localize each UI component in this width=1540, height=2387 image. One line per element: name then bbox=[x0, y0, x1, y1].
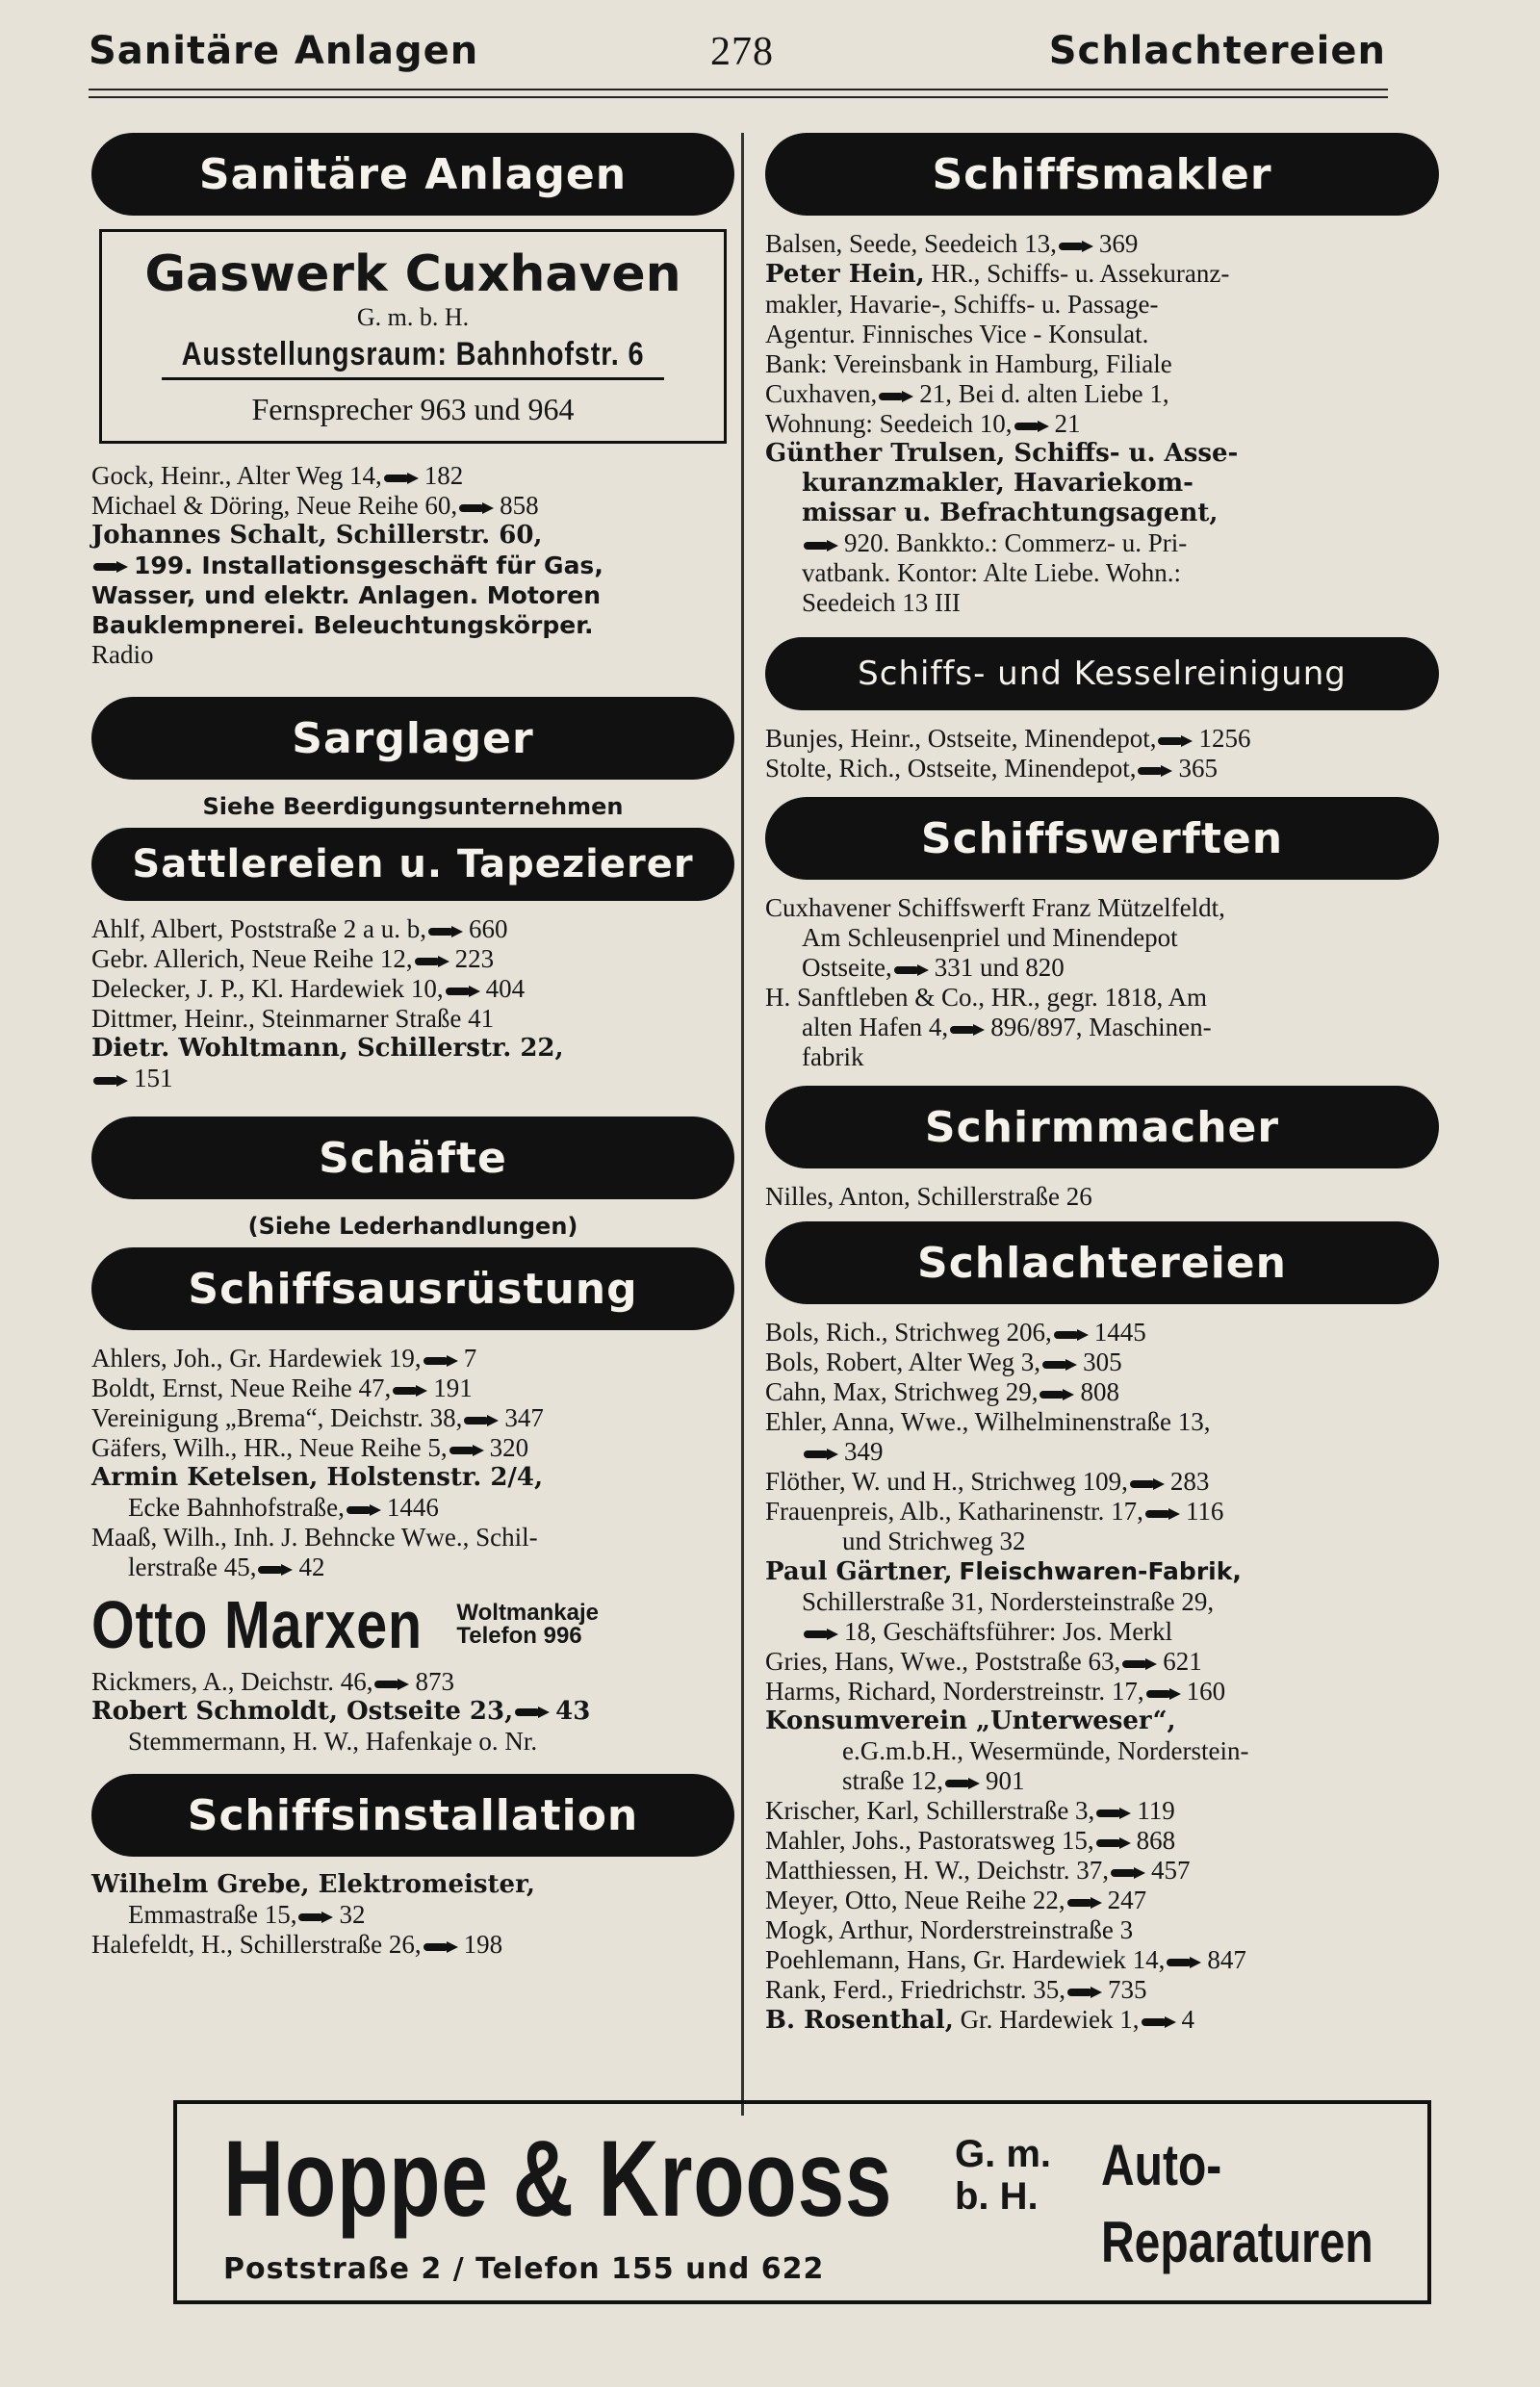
list-item: Krischer, Karl, Schillerstraße 3, 119 bbox=[765, 1796, 1175, 1825]
phone-icon bbox=[1096, 1808, 1133, 1819]
see-also-note: Siehe Beerdigungsunternehmen bbox=[202, 793, 624, 820]
list-item: und Strichweg 32 bbox=[842, 1527, 1026, 1555]
list-item: 920. Bankkto.: Commerz- u. Pri- bbox=[765, 528, 1439, 558]
list-item: Matthiessen, H. W., Deichstr. 37, 457 bbox=[765, 1856, 1191, 1885]
ad-company-name: Hoppe & Krooss bbox=[223, 2118, 893, 2239]
list-item: Maaß, Wilh., Inh. J. Behncke Wwe., Schil- bbox=[91, 1523, 538, 1552]
phone-icon bbox=[1111, 1867, 1147, 1879]
list-item: Günther Trulsen, Schiffs- u. Asse- bbox=[765, 439, 1239, 468]
ad-legal-form: G. m. b. H. bbox=[955, 2133, 1052, 2218]
phone-icon bbox=[1130, 1478, 1167, 1490]
phone-icon bbox=[1059, 241, 1095, 252]
gaswerk-form: G. m. b. H. bbox=[356, 303, 470, 331]
list-item: Ostseite, 331 und 820 bbox=[802, 953, 1065, 982]
phone-icon bbox=[446, 986, 482, 997]
list-item: makler, Havarie-, Schiffs- u. Passage- bbox=[765, 290, 1159, 319]
phone-icon bbox=[93, 561, 130, 573]
phone-icon bbox=[945, 1778, 982, 1789]
ketelsen-name: Armin Ketelsen, Holstenstr. 2/4, bbox=[91, 1463, 544, 1492]
list-item: Ahlers, Joh., Gr. Hardewiek 19, 7 bbox=[91, 1344, 477, 1373]
phone-icon bbox=[1067, 1897, 1104, 1909]
list-item: Vereinigung „Brema“, Deichstr. 38, 347 bbox=[91, 1403, 544, 1432]
list-item: e.G.m.b.H., Wesermünde, Norderstein- bbox=[842, 1736, 1249, 1765]
list-item: Peter Hein, HR., Schiffs- u. Assekuranz- bbox=[765, 259, 1230, 289]
phone-icon bbox=[374, 1679, 411, 1690]
phone-icon bbox=[1146, 1688, 1183, 1700]
list-item: Gries, Hans, Wwe., Poststraße 63, 621 bbox=[765, 1647, 1202, 1676]
header-rule-2 bbox=[89, 96, 1388, 98]
phone-icon bbox=[93, 1075, 130, 1087]
list-item: Seedeich 13 III bbox=[802, 588, 961, 617]
otto-marxen-contact: Woltmankaje Telefon 996 bbox=[456, 1600, 599, 1649]
list-item: Gäfers, Wilh., HR., Neue Reihe 5, 320 bbox=[91, 1433, 529, 1462]
running-header-left: Sanitäre Anlagen bbox=[89, 29, 479, 73]
list-item: Cuxhavener Schiffswerft Franz Mützelfeldt, bbox=[765, 893, 1225, 922]
schalt-name: Johannes Schalt, Schillerstr. 60, bbox=[91, 521, 543, 550]
phone-icon bbox=[1145, 1508, 1182, 1520]
list-item: Bols, Robert, Alter Weg 3, 305 bbox=[765, 1348, 1122, 1376]
phone-icon bbox=[1067, 1987, 1104, 1998]
section-banner-kesselreinigung: Schiffs- und Kesselreinigung bbox=[765, 637, 1439, 710]
list-item: Delecker, J. P., Kl. Hardewiek 10, 404 bbox=[91, 974, 526, 1003]
list-item: 349 bbox=[765, 1437, 1439, 1467]
header-rule bbox=[89, 89, 1388, 90]
list-item: Bols, Rich., Strichweg 206, 1445 bbox=[765, 1318, 1146, 1347]
list-item: 18, Geschäftsführer: Jos. Merkl bbox=[765, 1617, 1439, 1647]
phone-icon bbox=[1142, 2016, 1178, 2028]
hoppe-krooss-ad bbox=[173, 2100, 1431, 2304]
phone-icon bbox=[464, 1415, 500, 1426]
list-item: Schillerstraße 31, Nordersteinstraße 29, bbox=[802, 1587, 1215, 1616]
phone-icon bbox=[415, 956, 451, 967]
list-item: Flöther, W. und H., Strichweg 109, 283 bbox=[765, 1467, 1210, 1496]
phone-icon bbox=[384, 473, 421, 484]
list-item: Paul Gärtner, Fleischwaren-Fabrik, bbox=[765, 1557, 1242, 1586]
section-banner-schaefte: Schäfte bbox=[91, 1116, 734, 1199]
phone-icon bbox=[1040, 1389, 1076, 1400]
list-item: Balsen, Seede, Seedeich 13, 369 bbox=[765, 229, 1139, 258]
see-also-note: (Siehe Lederhandlungen) bbox=[247, 1213, 578, 1240]
phone-icon bbox=[428, 926, 465, 937]
gaswerk-fernsprecher: Fernsprecher 963 und 964 bbox=[251, 392, 575, 426]
list-item: fabrik bbox=[802, 1042, 864, 1071]
list-item: Stolte, Rich., Ostseite, Minendepot, 365 bbox=[765, 754, 1218, 783]
section-banner-schiffsinstallation: Schiffsinstallation bbox=[91, 1774, 734, 1857]
section-banner-schirmmacher: Schirmmacher bbox=[765, 1086, 1439, 1168]
phone-icon bbox=[1014, 421, 1051, 432]
phone-icon bbox=[879, 391, 915, 402]
list-item: Wohnung: Seedeich 10, 21 bbox=[765, 409, 1081, 438]
list-item: Poehlemann, Hans, Gr. Hardewiek 14, 847 bbox=[765, 1945, 1246, 1974]
list-item: alten Hafen 4, 896/897, Maschinen- bbox=[802, 1013, 1212, 1041]
section-banner-sanitaer: Sanitäre Anlagen bbox=[91, 133, 734, 216]
wohltmann-name: Dietr. Wohltmann, Schillerstr. 22, bbox=[91, 1034, 564, 1063]
phone-icon bbox=[1042, 1359, 1079, 1371]
phone-icon bbox=[298, 1912, 335, 1923]
phone-icon bbox=[1096, 1837, 1133, 1849]
column-divider bbox=[741, 133, 744, 2116]
list-item: Stemmermann, H. W., Hafenkaje o. Nr. bbox=[128, 1727, 538, 1756]
section-banner-schiffswerften: Schiffswerften bbox=[765, 797, 1439, 880]
phone-icon bbox=[804, 1629, 840, 1640]
right-column bbox=[765, 133, 1439, 2036]
list-item: Gebr. Allerich, Neue Reihe 12, 223 bbox=[91, 944, 495, 973]
list-item: Am Schleusenpriel und Minendepot bbox=[802, 923, 1178, 952]
section-banner-sattlereien: Sattlereien u. Tapezierer bbox=[91, 828, 734, 901]
ad-address: Poststraße 2 / Telefon 155 und 622 bbox=[223, 2252, 825, 2286]
list-item: Halefeldt, H., Schillerstraße 26, 198 bbox=[91, 1930, 503, 1959]
list-item: Nilles, Anton, Schillerstraße 26 bbox=[765, 1182, 1092, 1211]
list-item: B. Rosenthal, Gr. Hardewiek 1, 4 bbox=[765, 2005, 1195, 2035]
phone-icon bbox=[258, 1564, 295, 1576]
phone-icon bbox=[894, 964, 931, 976]
list-item: Meyer, Otto, Neue Reihe 22, 247 bbox=[765, 1886, 1147, 1914]
list-item: Boldt, Ernst, Neue Reihe 47, 191 bbox=[91, 1373, 473, 1402]
list-item: Emmastraße 15, 32 bbox=[128, 1900, 366, 1929]
section-banner-schiffsausruestung: Schiffsausrüstung bbox=[91, 1247, 734, 1330]
list-item: Frauenpreis, Alb., Katharinenstr. 17, 116 bbox=[765, 1497, 1224, 1526]
list-item: Dittmer, Heinr., Steinmarner Straße 41 bbox=[91, 1004, 495, 1033]
phone-icon bbox=[1167, 1957, 1203, 1968]
phone-icon bbox=[459, 502, 496, 514]
list-item: missar u. Befrachtungsagent, bbox=[802, 499, 1219, 527]
list-item: Agentur. Finnisches Vice - Konsulat. bbox=[765, 320, 1149, 348]
list-item: Bank: Vereinsbank in Hamburg, Filiale bbox=[765, 349, 1172, 378]
section-banner-sarglager: Sarglager bbox=[91, 697, 734, 780]
list-item: H. Sanftleben & Co., HR., gegr. 1818, Am bbox=[765, 983, 1207, 1012]
list-item: kuranzmakler, Havariekom- bbox=[802, 469, 1194, 498]
list-item: Ahlf, Albert, Poststraße 2 a u. b, 660 bbox=[91, 914, 508, 943]
list-item: Rickmers, A., Deichstr. 46, 873 bbox=[91, 1667, 454, 1696]
konsum-name: Konsumverein „Unterweser“, bbox=[765, 1707, 1176, 1735]
phone-icon bbox=[804, 1449, 840, 1460]
list-item: Robert Schmoldt, Ostseite 23, 43 bbox=[91, 1697, 591, 1726]
list-item: 199. Installationsgeschäft für Gas, bbox=[91, 551, 734, 580]
gaswerk-ausstellung: Ausstellungsraum: Bahnhofstr. 6 bbox=[162, 336, 664, 380]
list-item: Cuxhaven, 21, Bei d. alten Liebe 1, bbox=[765, 379, 1169, 408]
list-item: Harms, Richard, Norderstreinstr. 17, 160 bbox=[765, 1677, 1226, 1706]
list-item: Cahn, Max, Strichweg 29, 808 bbox=[765, 1377, 1119, 1406]
running-header-right: Schlachtereien bbox=[1048, 29, 1386, 73]
phone-icon bbox=[515, 1707, 552, 1718]
schalt-desc: Bauklempnerei. Beleuchtungskörper. bbox=[91, 611, 594, 639]
phone-icon bbox=[1054, 1329, 1091, 1341]
list-item: straße 12, 901 bbox=[842, 1766, 1025, 1795]
section-banner-schiffsmakler: Schiffsmakler bbox=[765, 133, 1439, 216]
list-item: Ehler, Anna, Wwe., Wilhelminenstraße 13, bbox=[765, 1407, 1211, 1436]
list-item: Rank, Ferd., Friedrichstr. 35, 735 bbox=[765, 1975, 1147, 2004]
phone-icon bbox=[424, 1941, 460, 1953]
phone-icon bbox=[1138, 765, 1174, 777]
left-column bbox=[91, 133, 734, 1960]
page-number: 278 bbox=[710, 30, 774, 74]
list-item: Mogk, Arthur, Norderstreinstraße 3 bbox=[765, 1915, 1134, 1944]
phone-icon bbox=[393, 1385, 429, 1397]
phone-icon bbox=[346, 1504, 383, 1516]
section-banner-schlachtereien: Schlachtereien bbox=[765, 1221, 1439, 1304]
phone-icon bbox=[1158, 735, 1194, 747]
otto-marxen-name: Otto Marxen bbox=[91, 1587, 423, 1662]
list-item: Gock, Heinr., Alter Weg 14, 182 bbox=[91, 461, 464, 490]
schalt-desc: Radio bbox=[91, 640, 154, 669]
otto-marxen-ad bbox=[91, 1587, 734, 1662]
phone-icon bbox=[950, 1024, 987, 1036]
phone-icon bbox=[424, 1355, 460, 1367]
schalt-desc: Wasser, und elektr. Anlagen. Motoren bbox=[91, 581, 602, 609]
gaswerk-name: Gaswerk Cuxhaven bbox=[144, 245, 681, 303]
list-item: Ecke Bahnhofstraße, 1446 bbox=[128, 1493, 439, 1522]
phone-icon bbox=[449, 1445, 486, 1456]
gaswerk-ad bbox=[99, 229, 727, 444]
list-item: 151 bbox=[91, 1064, 734, 1093]
list-item: lerstraße 45, 42 bbox=[128, 1553, 325, 1581]
list-item: vatbank. Kontor: Alte Liebe. Wohn.: bbox=[802, 558, 1182, 587]
list-item: Michael & Döring, Neue Reihe 60, 858 bbox=[91, 491, 539, 520]
list-item: Mahler, Johs., Pastoratsweg 15, 868 bbox=[765, 1826, 1176, 1855]
grebe-name: Wilhelm Grebe, Elektromeister, bbox=[91, 1870, 535, 1899]
phone-icon bbox=[804, 540, 840, 552]
ad-service: Auto- Reparaturen bbox=[1101, 2133, 1373, 2274]
list-item: Bunjes, Heinr., Ostseite, Minendepot, 1256 bbox=[765, 724, 1251, 753]
phone-icon bbox=[1122, 1658, 1159, 1670]
